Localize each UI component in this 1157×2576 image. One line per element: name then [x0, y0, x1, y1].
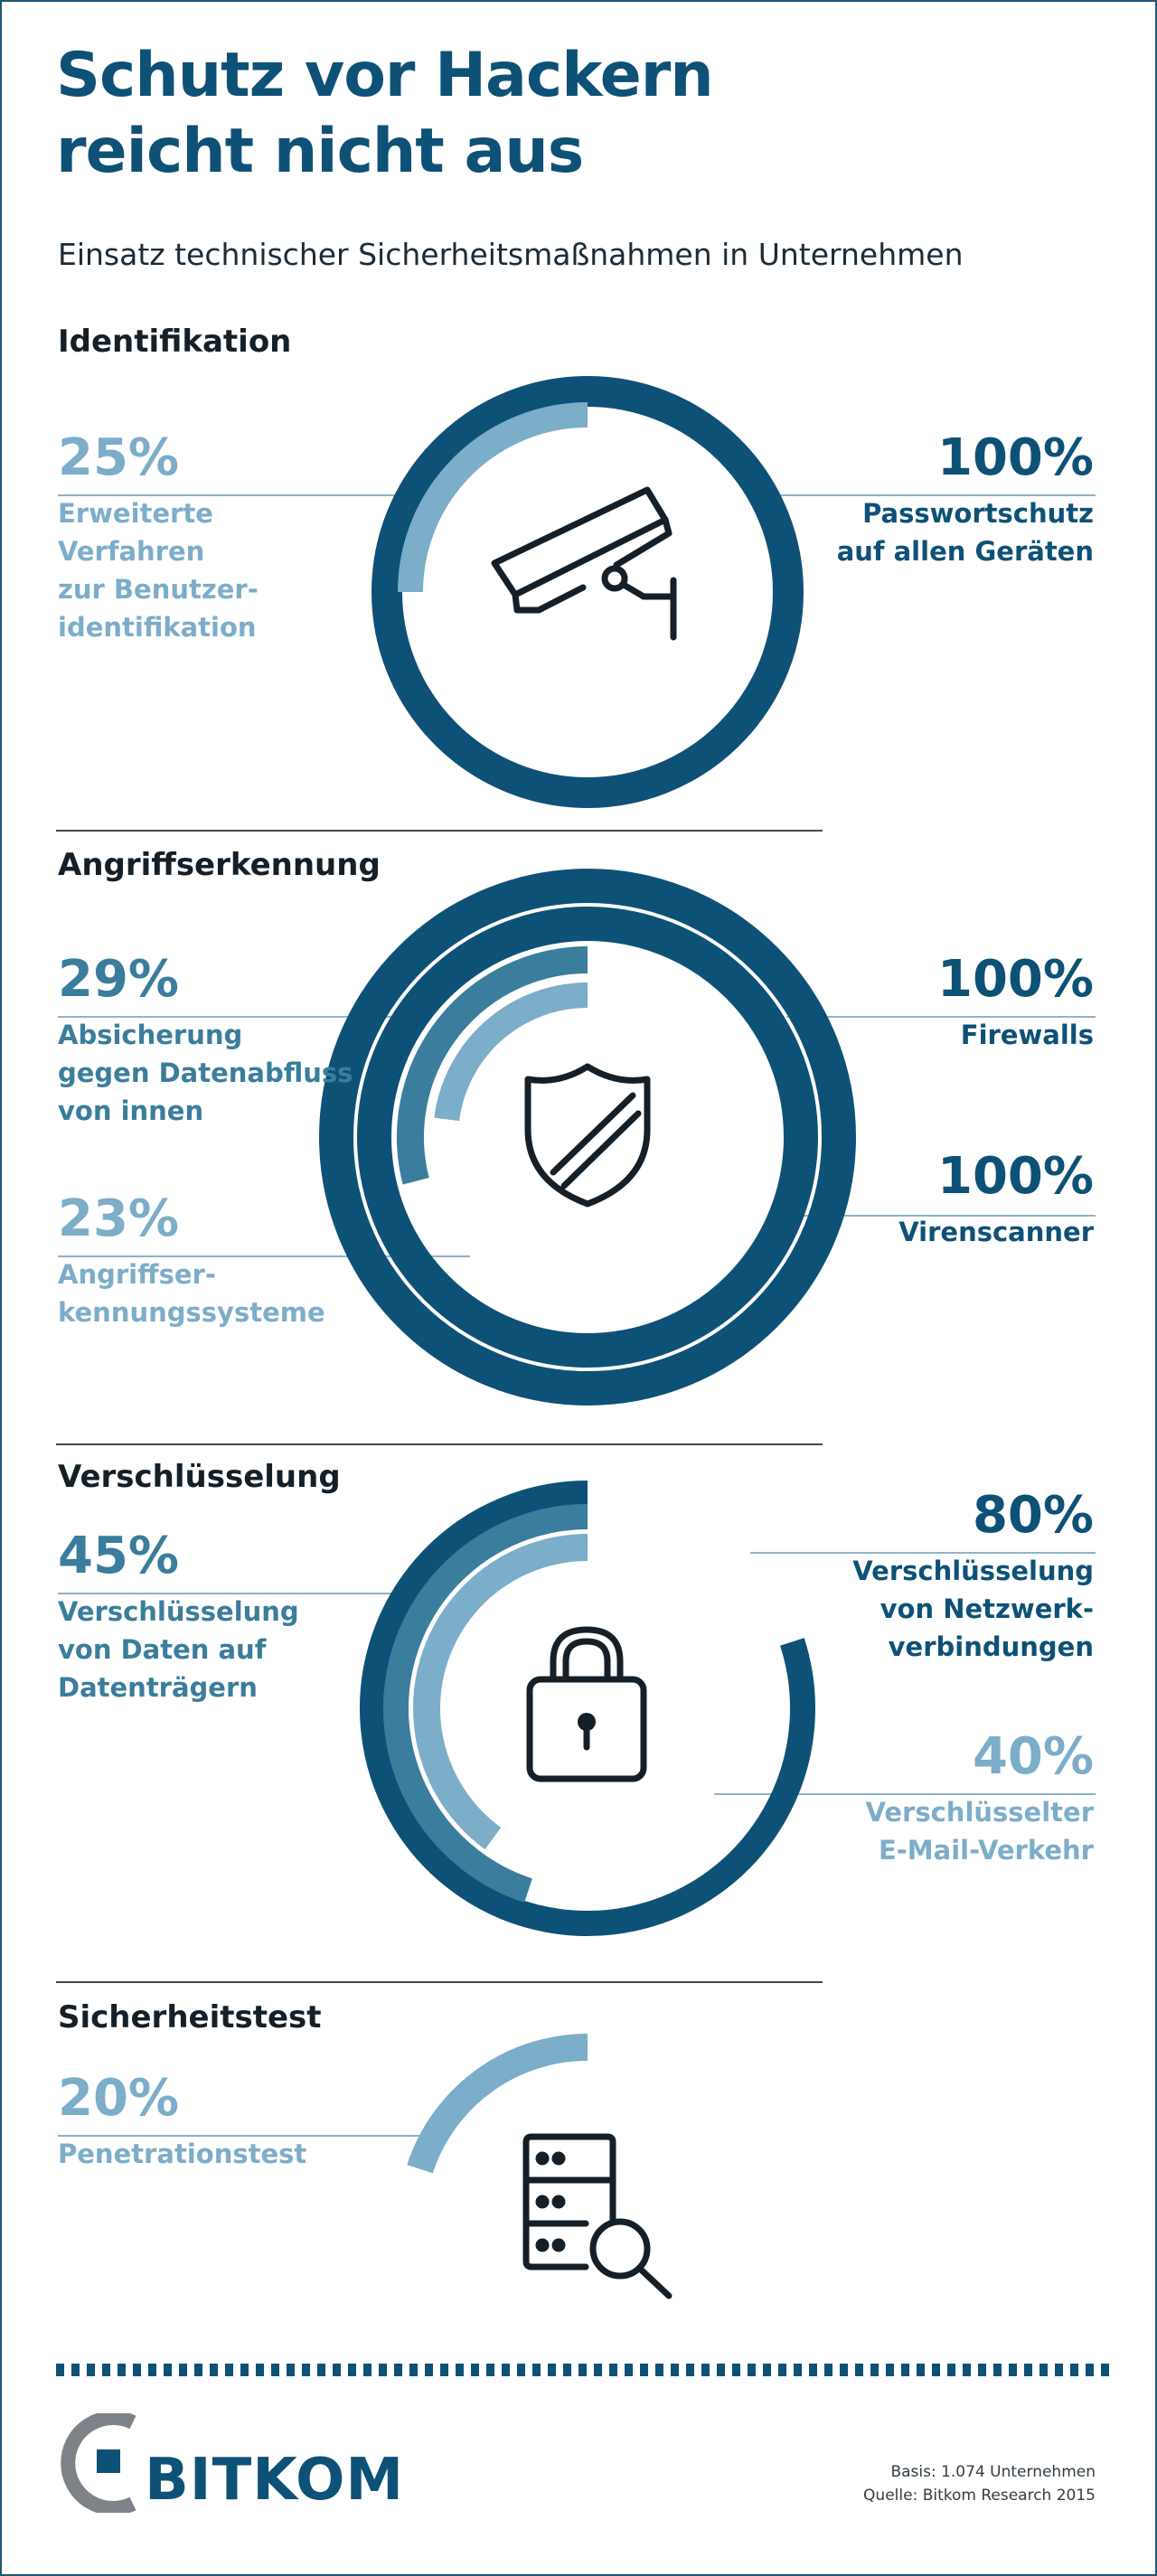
stat-label-line: auf allen Geräten [836, 536, 1094, 567]
stat-datenabfluss [58, 951, 356, 1130]
stat-label-line: kennungssysteme [58, 1297, 325, 1328]
footer-source [863, 2460, 1096, 2507]
stat-label-line: von innen [58, 1095, 204, 1126]
stat-value: 100% [936, 1147, 1094, 1206]
chart-arcs [336, 391, 839, 2169]
stat-label-line: Virenscanner [898, 1217, 1094, 1247]
stat-benutzeridentifikation [58, 429, 356, 646]
stat-label-line: Penetrationstest [58, 2139, 307, 2169]
section-title-sicherheitstest: Sicherheitstest [58, 1999, 322, 2035]
stat-label-line: Verschlüsselung [58, 1596, 299, 1627]
stat-email-verkehr [795, 1728, 1094, 1869]
stat-label [58, 494, 356, 646]
section-title-angriffserkennung: Angriffserkennung [58, 847, 381, 883]
stat-netzwerkverbindungen [795, 1487, 1094, 1666]
stat-label [795, 1016, 1094, 1054]
title-line-2: reicht nicht aus [56, 116, 584, 187]
stat-penetrationstest [58, 2070, 356, 2173]
stat-value: 80% [972, 1486, 1094, 1545]
stat-label [795, 494, 1094, 570]
stat-firewalls [795, 951, 1094, 1054]
stat-label-line: Erweiterte Verfahren [58, 498, 213, 567]
stat-value: 25% [58, 428, 180, 487]
stat-datentraeger [58, 1528, 356, 1706]
stat-value: 100% [936, 428, 1094, 487]
stat-label-line: gegen Datenabfluss [58, 1058, 353, 1088]
server-search-icon [526, 2137, 669, 2296]
page-subtitle: Einsatz technischer Sicherheitsmaßnahmen in Unternehmen [58, 237, 964, 272]
padlock-icon [530, 1630, 644, 1779]
stat-label-line: Verschlüsselter [865, 1797, 1094, 1828]
shield-icon [528, 1067, 647, 1204]
stat-value: 40% [972, 1727, 1094, 1786]
stat-value: 45% [58, 1527, 180, 1585]
stat-label-line: von Netzwerk- [880, 1594, 1094, 1624]
stat-value: 29% [58, 950, 180, 1009]
stat-label [58, 2135, 356, 2173]
section-divider [56, 830, 823, 832]
bitkom-logo-text: BITKOM [145, 2447, 405, 2514]
stat-value: 23% [58, 1189, 180, 1248]
stat-label-line: von Daten auf [58, 1634, 267, 1665]
stat-virenscanner [795, 1148, 1094, 1251]
stat-label [795, 1213, 1094, 1251]
stat-angriffserkennungssysteme [58, 1190, 356, 1331]
stat-label-line: Verschlüsselung [852, 1556, 1094, 1586]
stat-value: 100% [936, 950, 1094, 1009]
section-title-verschluesselung: Verschlüsselung [58, 1459, 341, 1495]
dashed-separator [56, 2364, 1115, 2376]
surveillance-camera-icon [494, 490, 673, 637]
section-divider [56, 1981, 823, 1983]
stat-label-line: Absicherung [58, 1020, 243, 1050]
stat-label [58, 1593, 356, 1706]
stat-label-line: verbindungen [888, 1631, 1094, 1662]
stat-label [795, 1793, 1094, 1869]
stat-label-line: E-Mail-Verkehr [878, 1835, 1094, 1866]
section-title-identifikation: Identifikation [58, 324, 292, 360]
arc-penetrationstest [420, 2047, 588, 2169]
stat-label-line: identifikation [58, 612, 257, 643]
stat-label [58, 1016, 356, 1130]
stat-label-line: Datenträgern [58, 1672, 258, 1703]
stat-label-line: Angriffser- [58, 1259, 216, 1290]
section-divider [56, 1443, 823, 1445]
stat-label-line: Passwortschutz [862, 498, 1094, 529]
stat-label [58, 1255, 356, 1331]
footer-quelle: Quelle: Bitkom Research 2015 [863, 2487, 1096, 2505]
stat-label [795, 1552, 1094, 1666]
stat-passwortschutz [795, 429, 1094, 570]
arc-passwortschutz-auf-allen-geräten [387, 391, 788, 793]
title-line-1: Schutz vor Hackern [56, 40, 713, 111]
stat-label-line: Firewalls [960, 1020, 1094, 1050]
stat-value: 20% [58, 2069, 180, 2128]
footer-basis: Basis: 1.074 Unternehmen [890, 2463, 1096, 2481]
stat-label-line: zur Benutzer- [58, 574, 259, 605]
